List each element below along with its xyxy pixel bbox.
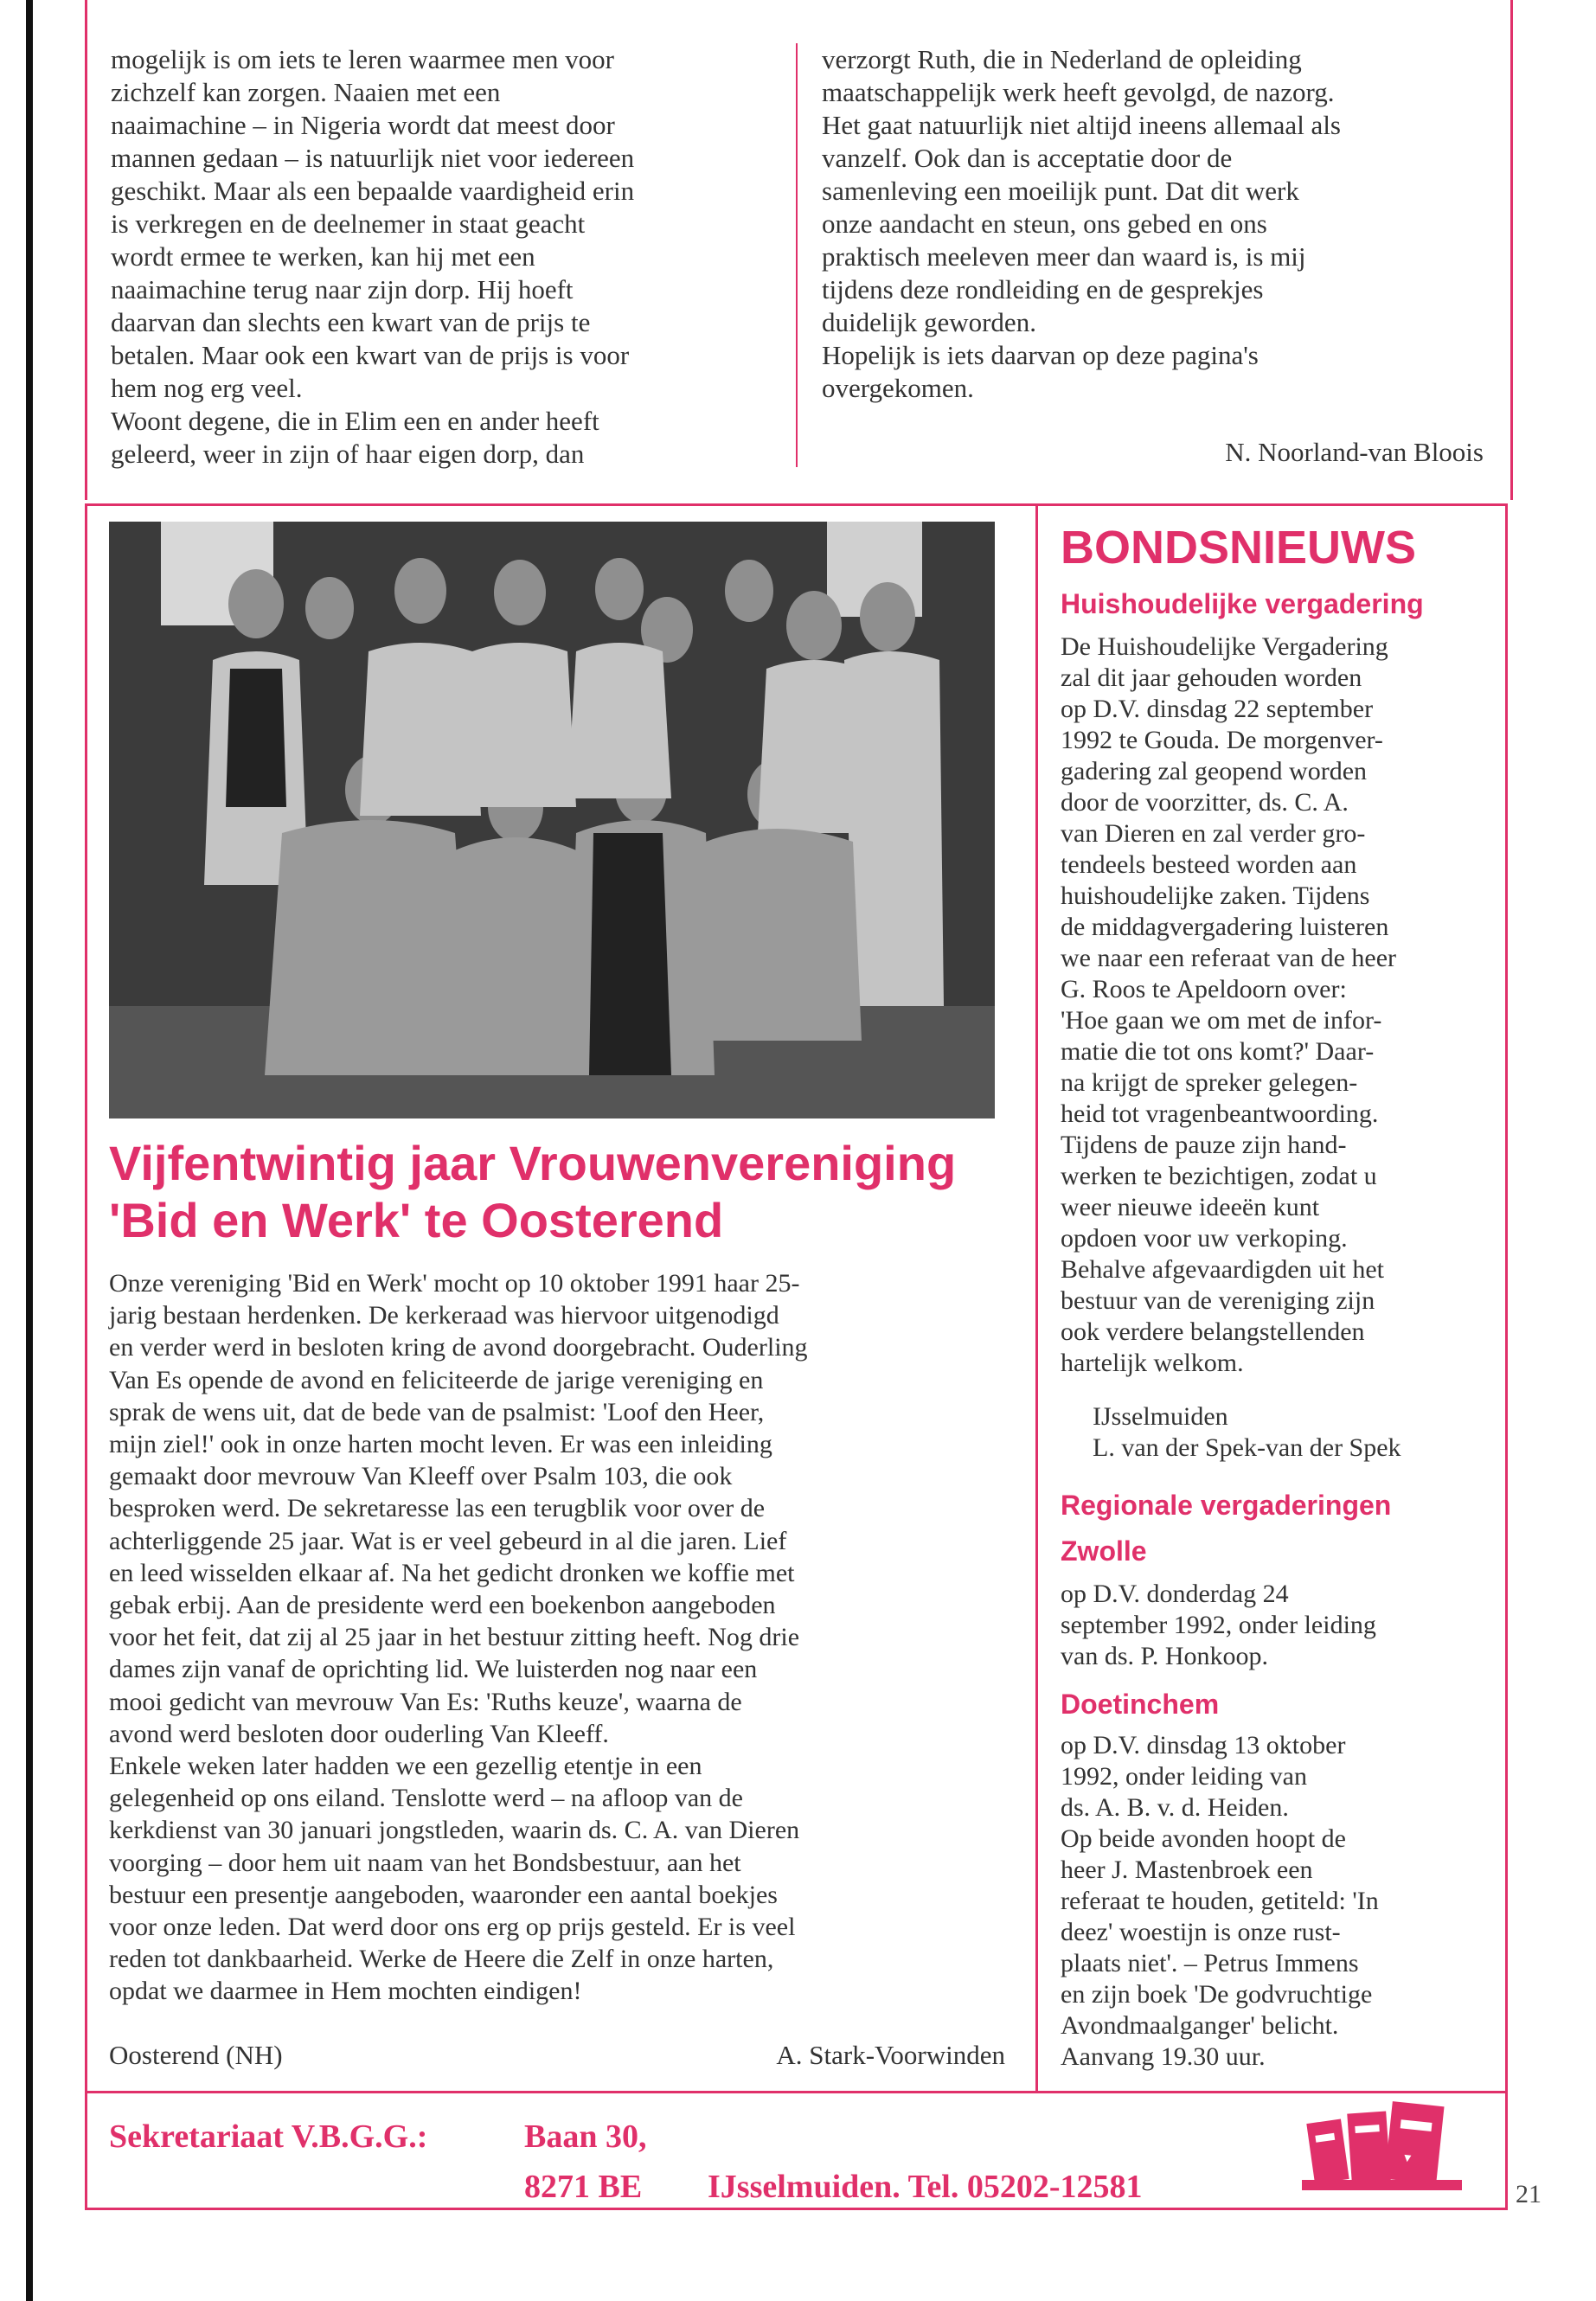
sidebar-text-household: De Huishoudelijke Vergadering zal dit jaar gehouden worden op D.V. dinsdag 22 september 1992 te Gouda. De morgenver- gadering zal geopend worden door de voorzitter, ds. C. A. van Dieren en zal verder gro- tendeels besteed worden aan huishoudelijke zaken. Tijdens de middagvergadering luisteren we naar een referaat van de heer G. Roos te Apeldoorn over: 'Hoe gaan we om met de infor- matie die tot ons komt?' Daar- na krijgt de spreker gelegen- heid tot vragenbeantwoording. Tijdens de pauze zijn hand- werken te bezichtigen, zodat u weer nieuwe ideeën kunt opdoen voor uw verkoping. Behalve afgevaardigden uit het bestuur van de vereniging zijn ook verdere belangstellenden hartelijk welkom. — [1061, 632, 1397, 1377]
binding-edge — [26, 0, 33, 2301]
sidebar-text-doetinchem: op D.V. dinsdag 13 oktober 1992, onder leiding van ds. A. B. v. d. Heiden. Op beide avonden hoopt de heer J. Mastenbroek een referaat te houden, getiteld: 'In deez' woestijn is onze rust- plaats niet'. – Petrus Immens en zijn boek 'De godvruchtige Avondmaalganger' belicht. Aanvang 19.30 uur. — [1061, 1731, 1379, 2071]
sidebar-text-zwolle: op D.V. donderdag 24 september 1992, onder leiding van ds. P. Honkoop. — [1061, 1580, 1376, 1670]
sidebar-subheading-doetinchem: Doetinchem — [1061, 1689, 1220, 1720]
sidebar-subheading-household: Huishoudelijke vergadering — [1061, 588, 1424, 619]
top-left-text: mogelijk is om iets te leren waarmee men voor zichzelf kan zorgen. Naaien met een naaimachine – in Nigeria wordt dat meest door mannen gedaan – is natuurlijk niet voor iedereen geschikt. Maar als een bepaalde vaardigheid erin is verkregen en de deelnemer in staat geacht wordt ermee te werken, kan hij met een naaimachine terug naar zijn dorp. Hij hoeft daarvan dan slechts een kwart van de prijs te betalen. Maar ook een kwart van de prijs is voor hem nog erg veel. Woont degene, die in Elim een en ander heeft geleerd, weer in zijn of haar eigen dorp, dan — [111, 44, 635, 469]
books-logo-icon — [1302, 2086, 1466, 2199]
top-right-text: verzorgt Ruth, die in Nederland de opleiding maatschappelijk werk heeft gevolgd, de nazorg. Het gaat natuurlijk niet altijd ineens allemaal als vanzelf. Ook dan is acceptatie door de samenleving een moeilijk punt. Dat dit werk onze aandacht en steun, ons gebed en ons praktisch meeleven meer dan waard is, is mij tijdens deze rondleiding en de gesprekjes duidelijk geworden. Hopelijk is iets daarvan op deze pagina's overgekomen. — [822, 44, 1341, 403]
footer-postcode: 8271 BE — [524, 2169, 643, 2205]
sidebar-signature-name: L. van der Spek-van der Spek — [1093, 1433, 1401, 1462]
footer-city-tel: IJsselmuiden. Tel. 05202-12581 — [708, 2169, 1143, 2205]
article-place: Oosterend (NH) — [109, 2040, 283, 2070]
sidebar-subheading-zwolle: Zwolle — [1061, 1535, 1147, 1567]
page-number: 21 — [1516, 2180, 1542, 2208]
sidebar-signature-place: IJsselmuiden — [1093, 1402, 1228, 1431]
top-signature: N. Noorland-van Bloois — [1225, 437, 1484, 467]
column-divider — [796, 43, 798, 467]
sidebar-subheading-regional: Regionale vergaderingen — [1061, 1490, 1392, 1521]
footer-label: Sekretariaat V.B.G.G.: — [109, 2118, 428, 2155]
sidebar-divider — [1035, 506, 1038, 2093]
footer-street: Baan 30, — [524, 2118, 647, 2155]
article-author: A. Stark-Voorwinden — [776, 2040, 1005, 2070]
group-photo — [109, 522, 995, 1118]
article-body: Onze vereniging 'Bid en Werk' mocht op 10 oktober 1991 haar 25- jarig bestaan herdenken. De kerkeraad was hiervoor uitgenodigd en verder werd in besloten kring de avond doorgebracht. Ouderling Van Es opende de avond en feliciteerde de jarige vereniging en sprak de wens uit, dat de bede van de psalmist: 'Loof den Heer, mijn ziel!' ook in onze harten mocht leven. Er was een inleiding gemaakt door mevrouw Van Kleeff over Psalm 103, die ook besproken werd. De sekretaresse las een terugblik voor over de achterliggende 25 jaar. Wat is er veel gebeurd in al die jaren. Lief en leed wisselden elkaar af. Na het gedicht dronken we koffie met gebak erbij. Aan de presidente werd een boekenbon aangeboden voor het feit, dat zij al 25 jaar in het bestuur zitting heeft. Nog drie dames zijn vanaf de oprichting lid. We luisterden nog naar een mooi gedicht van mevrouw Van Es: 'Ruths keuze', waarna de avond werd besloten door ouderling Van Kleeff. Enkele weken later hadden we een gezellig etentje in een gelegenheid op ons eiland. Tenslotte werd – na afloop van de kerkdienst van 30 januari jongstleden, waarin ds. C. A. van Dieren voorging – door hem uit naam van het Bondsbestuur, aan het bestuur een presentje aangeboden, waaronder een aantal boekjes voor onze leden. Dat werd door ons erg op prijs gesteld. Er is veel reden tot dankbaarheid. Werke de Heere die Zelf in onze harten, opdat we daarmee in Hem mochten eindigen! — [109, 1269, 808, 2006]
article-title: Vijfentwintig jaar Vrouwenvereniging 'Bid en Werk' te Oosterend — [109, 1136, 957, 1247]
sidebar-heading: BONDSNIEUWS — [1061, 522, 1417, 574]
